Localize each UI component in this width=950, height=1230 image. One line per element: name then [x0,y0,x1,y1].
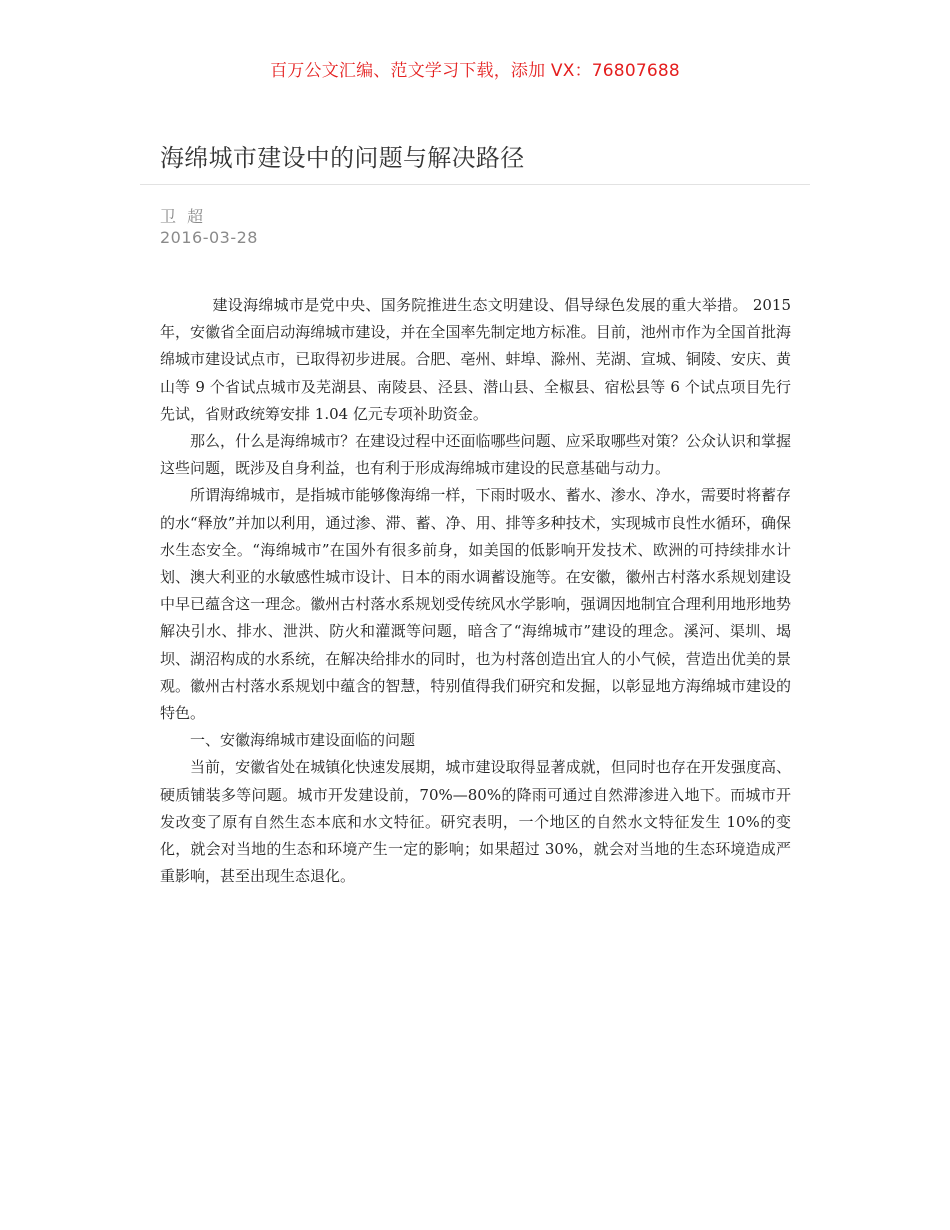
promo-banner: 百万公文汇编、范文学习下载，添加 VX：76807688 [270,61,680,81]
article-author: 卫 超 [160,207,207,226]
section-heading: 一、安徽海绵城市建设面临的问题 [190,731,416,750]
paragraph: 当前，安徽省处在城镇化快速发展期，城市建设取得显著成就，但同时也存在开发强度高、硬质铺装多等问题。城市开发建设前，70%—80%的降雨可通过自然滞渗进入地下。而城市开发改变了原有自然生态本底和水文特征。研究表明，一个地区的自然水文特征发生 10%的变化，就会对当地的生态和环境产生一定的影响；如果超过 30%，就会对当地的生态环境造成严重影响，甚至出现生态退化。 [160,758,791,886]
title-divider [140,184,810,185]
article-title: 海绵城市建设中的问题与解决路径 [160,144,525,172]
paragraph: 那么，什么是海绵城市？在建设过程中还面临哪些问题、应采取哪些对策？公众认识和掌握这些问题，既涉及自身利益，也有利于形成海绵城市建设的民意基础与动力。 [160,432,791,478]
article-body [160,292,791,890]
paragraph: 建设海绵城市是党中央、国务院推进生态文明建设、倡导绿色发展的重大举措。 2015 年，安徽省全面启动海绵城市建设，并在全国率先制定地方标准。目前，池州市作为全国首批海绵城市建设试点市，已取得初步进展。合肥、亳州、蚌埠、滁州、芜湖、宣城、铜陵、安庆、黄山等 9 个省试点城市及芜湖县、南陵县、泾县、潜山县、全椒县、宿松县等 6 个试点项目先行先试，省财政统筹安排 1.04 亿元专项补助资金。 [160,296,791,423]
article-date: 2016-03-28 [160,228,258,247]
paragraph: 所谓海绵城市，是指城市能够像海绵一样，下雨时吸水、蓄水、渗水、净水，需要时将蓄存的水“释放”并加以利用，通过渗、滞、蓄、净、用、排等多种技术，实现城市良性水循环，确保水生态安全。“海绵城市”在国外有很多前身，如美国的低影响开发技术、欧洲的可持续排水计划、澳大利亚的水敏感性城市设计、日本的雨水调蓄设施等。在安徽，徽州古村落水系规划建设中早已蕴含这一理念。徽州古村落水系规划受传统风水学影响，强调因地制宜合理利用地形地势解决引水、排水、泄洪、防火和灌溉等问题，暗含了“海绵城市”建设的理念。溪河、渠圳、堨坝、湖沼构成的水系统，在解决给排水的同时，也为村落创造出宜人的小气候，营造出优美的景观。徽州古村落水系规划中蕴含的智慧，特别值得我们研究和发掘，以彰显地方海绵城市建设的特色。 [160,486,791,723]
